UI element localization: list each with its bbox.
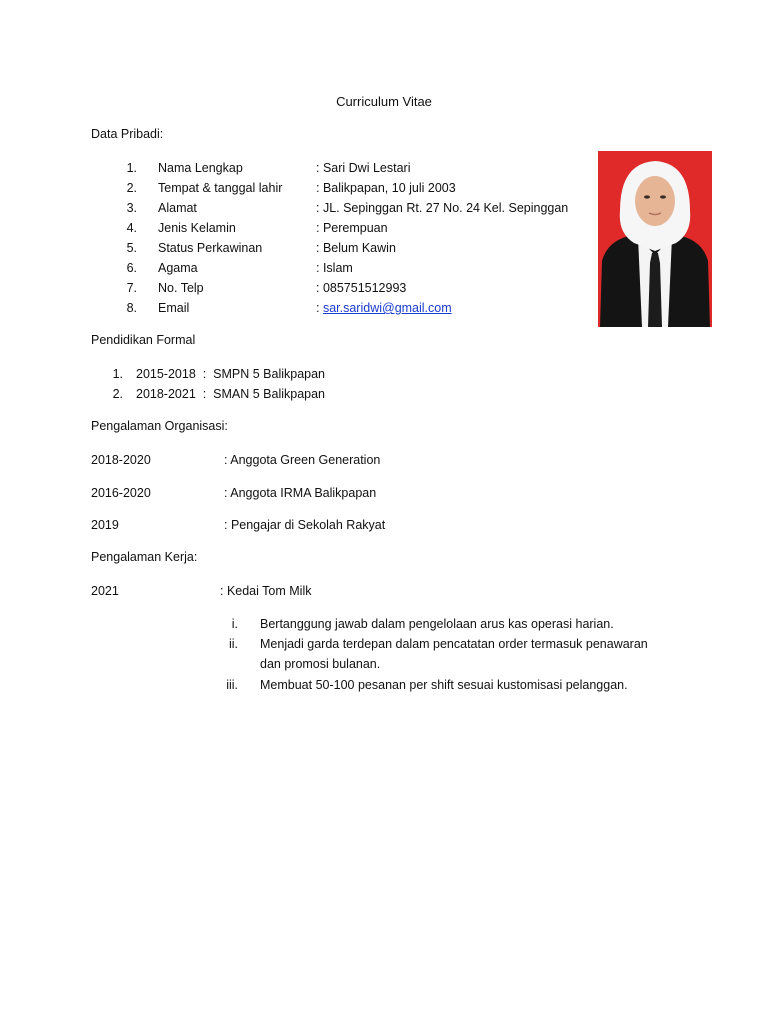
entry-value: : Anggota Green Generation: [224, 453, 381, 467]
page-title: Curriculum Vitae: [336, 94, 432, 109]
item-number: 3.: [126, 201, 137, 215]
profile-photo: [598, 151, 712, 327]
field-label: Nama Lengkap: [158, 161, 243, 175]
field-label: Tempat & tanggal lahir: [158, 181, 283, 195]
field-label: Email: [158, 301, 190, 315]
field-label: Jenis Kelamin: [158, 221, 236, 235]
duty-text: Menjadi garda terdepan dalam pencatatan order termasuk penawaran: [260, 637, 648, 651]
item-number: 7.: [126, 281, 137, 295]
list-item: [91, 517, 386, 533]
field-value: : Sari Dwi Lestari: [316, 161, 411, 175]
field-value: : Islam: [316, 261, 353, 275]
list-item: [91, 485, 377, 501]
entry-value: : Kedai Tom Milk: [220, 584, 312, 598]
entry-year: 2021: [91, 584, 119, 598]
entry-value: : Pengajar di Sekolah Rakyat: [224, 518, 386, 532]
section-heading-personal: Data Pribadi:: [91, 127, 164, 141]
item-number: i.: [231, 617, 238, 631]
education-entry: 2015-2018 : SMPN 5 Balikpapan: [136, 367, 326, 381]
item-number: 8.: [126, 301, 137, 315]
duty-text: Bertanggung jawab dalam pengelolaan arus kas operasi harian.: [260, 617, 614, 631]
education-entry: 2018-2021 : SMAN 5 Balikpapan: [136, 387, 326, 401]
work-entry: [91, 583, 312, 599]
item-number: iii.: [226, 678, 238, 692]
field-value: : JL. Sepinggan Rt. 27 No. 24 Kel. Sepinggan: [316, 201, 569, 215]
item-number: 2.: [112, 387, 123, 401]
item-number: 5.: [126, 241, 137, 255]
item-number: ii.: [228, 637, 238, 651]
item-number: 1.: [112, 367, 123, 381]
field-value: : Perempuan: [316, 221, 388, 235]
field-value: : 085751512993: [316, 281, 407, 295]
list-item: [91, 452, 381, 468]
section-heading-education: Pendidikan Formal: [91, 333, 196, 347]
email-link[interactable]: sar.saridwi@gmail.com: [322, 301, 452, 315]
item-number: 4.: [126, 221, 137, 235]
field-value-prefix: :: [316, 301, 323, 315]
entry-year: 2018-2020: [91, 453, 151, 467]
field-value: : Belum Kawin: [316, 241, 396, 255]
section-heading-organization: Pengalaman Organisasi:: [91, 419, 228, 433]
entry-year: 2019: [91, 518, 119, 532]
item-number: 6.: [126, 261, 137, 275]
entry-value: : Anggota IRMA Balikpapan: [224, 486, 377, 500]
duty-text-continuation: dan promosi bulanan.: [260, 657, 381, 671]
duty-text: Membuat 50-100 pesanan per shift sesuai kustomisasi pelanggan.: [260, 678, 628, 692]
section-heading-work: Pengalaman Kerja:: [91, 550, 198, 564]
field-label: Agama: [158, 261, 198, 275]
entry-year: 2016-2020: [91, 486, 151, 500]
item-number: 1.: [126, 161, 137, 175]
field-label: Alamat: [158, 201, 197, 215]
field-value: : Balikpapan, 10 juli 2003: [316, 181, 456, 195]
person-portrait-icon: [598, 151, 712, 327]
field-label: Status Perkawinan: [158, 241, 263, 255]
item-number: 2.: [126, 181, 137, 195]
field-label: No. Telp: [158, 281, 204, 295]
